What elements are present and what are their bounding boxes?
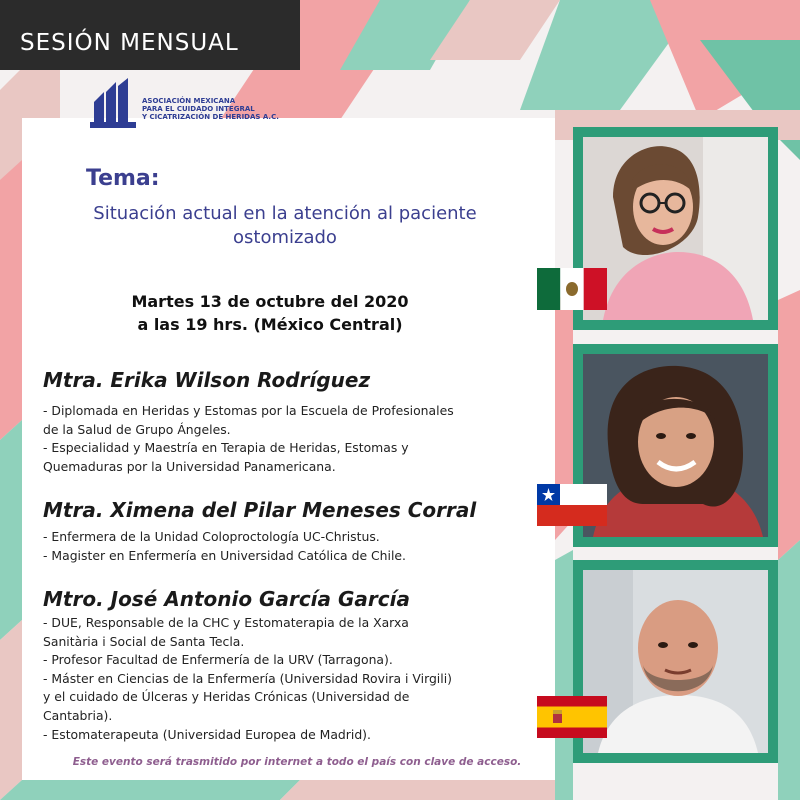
speaker-bio-line: y el cuidado de Úlceras y Heridas Crónicas (Universidad de	[43, 689, 410, 705]
portrait-image	[583, 354, 768, 537]
topic-title-line: ostomizado	[233, 227, 337, 248]
speaker-bio	[43, 402, 553, 476]
logo-line: ASOCIACIÓN MEXICANA	[142, 97, 236, 105]
speaker-name: Mtra. Erika Wilson Rodríguez	[43, 368, 371, 392]
organization-logo	[90, 78, 280, 130]
footer-note: Este evento será trasmitido por internet a todo el país con clave de acceso.	[72, 756, 522, 768]
speaker-bio-line: - Magister en Enfermería en Universidad Católica de Chile.	[43, 547, 406, 563]
speaker-bio	[43, 528, 553, 565]
speaker-bio-line: - Máster en Ciencias de la Enfermería (Universidad Rovira i Virgili)	[43, 670, 452, 686]
mexico-flag-icon	[537, 268, 607, 310]
chile-flag-icon	[537, 484, 607, 526]
speaker-bio-line: Cantabria).	[43, 707, 113, 723]
topic-title-line: Situación actual en la atención al paciente	[93, 203, 477, 224]
logo-line: Y CICATRIZACIÓN DE HERIDAS A.C.	[142, 113, 279, 121]
speaker-bio-line: - Enfermera de la Unidad Coloproctología UC-Christus.	[43, 529, 380, 544]
speaker-bio-line: - Estomaterapeuta (Universidad Europea de Madrid).	[43, 726, 371, 742]
speaker-bio-line: de la Salud de Grupo Ángeles.	[43, 421, 231, 437]
portrait-image	[583, 137, 768, 320]
speaker-name: Mtro. José Antonio García García	[43, 587, 410, 611]
speaker-bio-line: - Especialidad y Maestría en Terapia de Heridas, Estomas y	[43, 440, 409, 456]
speaker-bio-line: - Diplomada en Heridas y Estomas por la Escuela de Profesionales	[43, 403, 454, 418]
speaker-photo	[583, 570, 768, 753]
event-date	[60, 290, 480, 336]
spain-flag-icon	[537, 696, 607, 738]
logo-line: PARA EL CUIDADO INTEGRAL	[142, 105, 255, 113]
speaker-bio-line: Sanitària i Social de Santa Tecla.	[43, 633, 245, 649]
logo-mark-icon	[90, 78, 136, 128]
speaker-bio	[43, 614, 553, 744]
topic-label: Tema:	[86, 166, 160, 191]
speaker-name: Mtra. Ximena del Pilar Meneses Corral	[43, 498, 477, 522]
speaker-photo	[583, 354, 768, 537]
speaker-bio-line: - Profesor Facultad de Enfermería de la URV (Tarragona).	[43, 652, 393, 668]
topic-title	[30, 202, 540, 250]
speaker-bio-line: - DUE, Responsable de la CHC y Estomaterapia de la Xarxa	[43, 615, 409, 630]
portrait-image	[583, 570, 768, 753]
event-date-line: Martes 13 de octubre del 2020	[131, 292, 409, 311]
header-title: SESIÓN MENSUAL	[20, 30, 239, 56]
speaker-photo	[583, 137, 768, 320]
event-date-line: a las 19 hrs. (México Central)	[137, 315, 403, 334]
speaker-bio-line: Quemaduras por la Universidad Panamericana.	[43, 458, 336, 474]
logo-text	[142, 97, 292, 121]
